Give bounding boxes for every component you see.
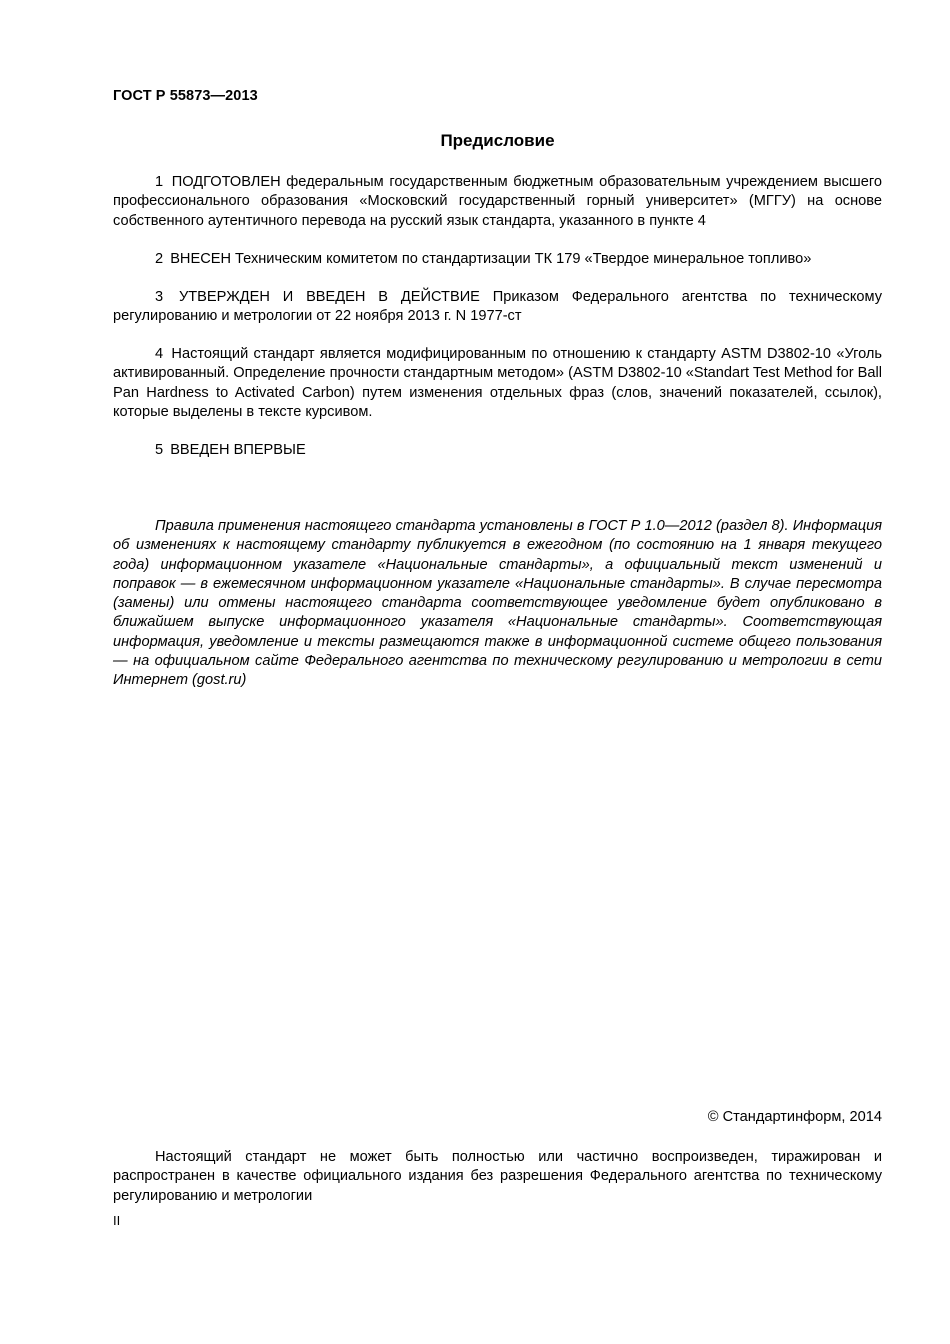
foreword-item-3 (113, 288, 882, 327)
application-rules-notice: Правила применения настоящего стандарта установлены в ГОСТ Р 1.0—2012 (раздел 8). Информация об изменениях к настоящему стандарту публикуется в ежегодном (по состоянию на 1 января текущего года) информационном указателе «Национальные стандарты», а официальный текст изменений и поправок — в ежемесячном информационном указателе «Национальные стандарты». В случае пересмотра (замены) или отмены настоящего стандарта соответствующее уведомление будет опубликовано в ближайшем выпуске информационного указателя «Национальные стандарты». Соответствующая информация, уведомление и тексты размещаются также в информационной системе общего пользования — на официальном сайте Федерального агентства по техническому регулированию и метрологии в сети Интернет (gost.ru) (113, 518, 882, 689)
item-number: 2 (155, 251, 164, 267)
item-number: 4 (155, 346, 164, 362)
item-number: 1 (155, 174, 164, 190)
item-text: ВВЕДЕН ВПЕРВЫЕ (170, 442, 306, 458)
foreword-item-5 (113, 441, 882, 460)
reproduction-restriction: Настоящий стандарт не может быть полностью или частично воспроизведен, тиражирован и распространен в качестве официального издания без разрешения Федерального агентства по техническому регулированию и метрологии (113, 1149, 882, 1204)
section-title: Предисловие (440, 131, 555, 150)
item-text: УТВЕРЖДЕН И ВВЕДЕН В ДЕЙСТВИЕ Приказом Федерального агентства по техническому регулированию и метрологии от 22 ноября 2013 г. N 1977-ст (113, 289, 882, 325)
item-text: Настоящий стандарт является модифицированным по отношению к стандарту ASTM D3802-10 «Уголь активированный. Определение прочности стандартным методом» (ASTM D3802-10 «Standart Test Method for Ball Pan Hardness to Activated Carbon) путем изменения отдельных фраз (слов, значений показателей, ссылок), которые выделены в тексте курсивом. (113, 346, 882, 421)
page-number: II (113, 1213, 121, 1228)
copyright-notice: © Стандартинформ, 2014 (707, 1109, 882, 1125)
item-number: 5 (155, 442, 164, 458)
foreword-item-4 (113, 345, 882, 423)
foreword-item-1 (113, 173, 882, 231)
item-number: 3 (155, 289, 164, 305)
item-text: ПОДГОТОВЛЕН федеральным государственным бюджетным образовательным учреждением высшего профессионального образования «Московский государственный горный университет» (МГГУ) на основе собственного аутентичного перевода на русский язык стандарта, указанного в пункте 4 (113, 174, 882, 229)
foreword-item-2 (113, 250, 882, 269)
standard-designation: ГОСТ Р 55873—2013 (113, 88, 258, 104)
item-text: ВНЕСЕН Техническим комитетом по стандартизации ТК 179 «Твердое минеральное топливо» (170, 251, 812, 267)
